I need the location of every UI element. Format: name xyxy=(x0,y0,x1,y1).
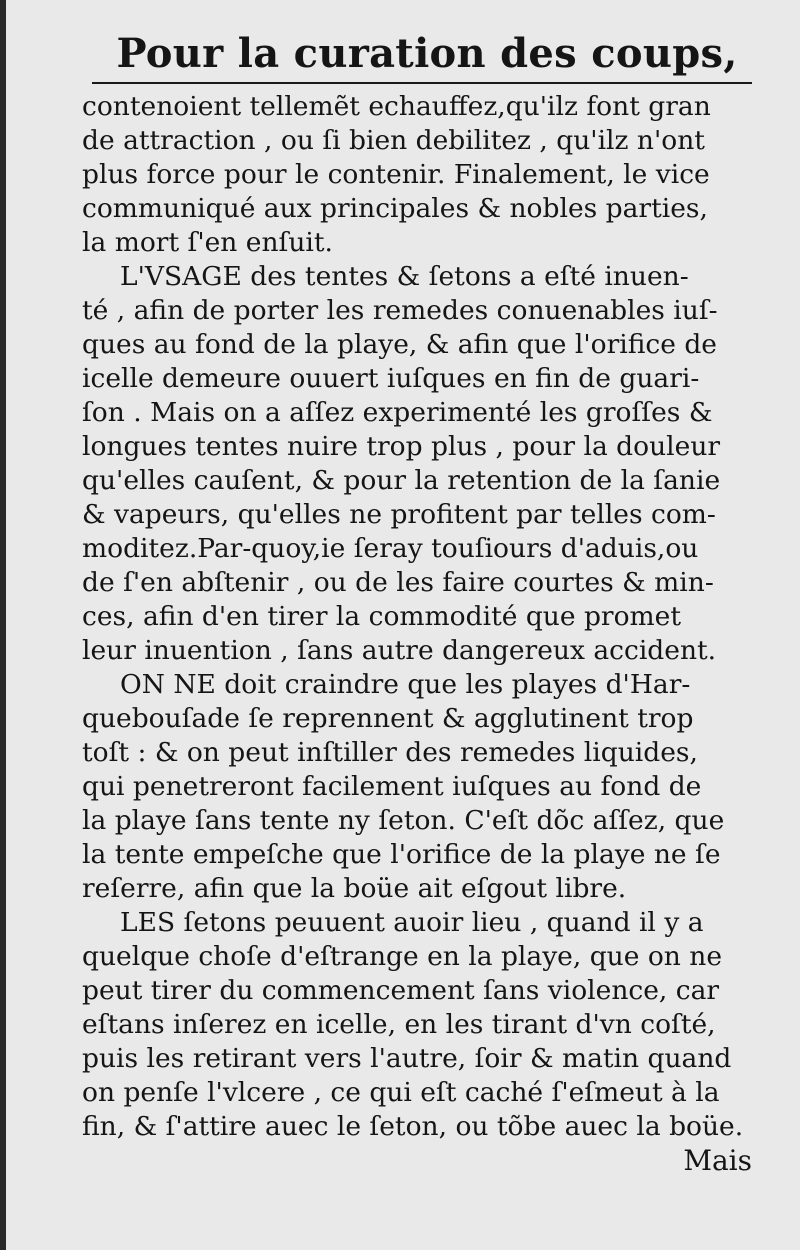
text-line: longues tentes nuire trop plus , pour la douleur xyxy=(82,431,721,462)
text-line: ſon . Mais on a aſſez experimenté les groſſes & xyxy=(82,397,713,428)
text-line: la mort ſ'en enſuit. xyxy=(82,227,333,258)
text-line: de ſ'en abſtenir , ou de les faire courtes & min- xyxy=(82,567,714,598)
text-line: fin, & ſ'attire auec le ſeton, ou tõbe auec la boüe. xyxy=(82,1111,744,1142)
text-line: on penſe l'vlcere , ce qui eſt caché ſ'eſmeut à la xyxy=(82,1077,720,1108)
text-line: plus force pour le contenir. Finalement, le vice xyxy=(82,159,710,190)
page-edge-shadow xyxy=(0,0,6,1250)
text-line: leur inuention , ſans autre dangereux accident. xyxy=(82,635,717,666)
text-line: ces, afin d'en tirer la commodité que promet xyxy=(82,601,682,632)
text-line: quebouſade ſe reprennent & agglutinent trop xyxy=(82,703,694,734)
paragraph-start-line: ON NE doit craindre que les playes d'Har- xyxy=(120,669,691,700)
text-line: de attraction , ou ſi bien debilitez , qu'ilz n'ont xyxy=(82,125,705,156)
text-line: qui penetreront facilement iuſques au fond de xyxy=(82,771,702,802)
text-line: peut tirer du commencement ſans violence, car xyxy=(82,975,720,1006)
paragraph-start-line: LES ſetons peuuent auoir lieu , quand il y a xyxy=(120,907,704,938)
text-line: & vapeurs, qu'elles ne profitent par telles com- xyxy=(82,499,716,530)
text-line: toſt : & on peut inſtiller des remedes liquides, xyxy=(82,737,698,768)
paragraph-start-line: L'VSAGE des tentes & ſetons a eſté inuen- xyxy=(120,261,689,292)
text-line: icelle demeure ouuert iuſques en fin de guari- xyxy=(82,363,700,394)
running-title: Pour la curation des coups, xyxy=(116,30,738,77)
catchword: Mais xyxy=(683,1144,752,1177)
text-line: reſerre, afin que la boüe ait eſgout libre. xyxy=(82,873,627,904)
text-line: eſtans inſerez en icelle, en les tirant d'vn coſté, xyxy=(82,1009,716,1040)
text-line: contenoient tellemẽt echauffez,qu'ilz font gran xyxy=(82,91,711,122)
text-line: quelque choſe d'eſtrange en la playe, que on ne xyxy=(82,941,723,972)
text-line: la playe ſans tente ny ſeton. C'eſt dõc aſſez, que xyxy=(82,805,725,836)
text-line: puis les retirant vers l'autre, ſoir & matin quand xyxy=(82,1043,732,1074)
text-line: qu'elles cauſent, & pour la retention de la ſanie xyxy=(82,465,721,496)
text-line: communiqué aux principales & nobles parties, xyxy=(82,193,708,224)
text-line: moditez.Par-quoy,ie ſeray touſiours d'aduis,ou xyxy=(82,533,699,564)
body-text xyxy=(82,90,752,1144)
text-line: té , afin de porter les remedes conuenables iuſ- xyxy=(82,295,718,326)
text-line: la tente empeſche que l'orifice de la playe ne ſe xyxy=(82,839,721,870)
text-line: ques au fond de la playe, & afin que l'orifice de xyxy=(82,329,717,360)
header-rule xyxy=(92,82,752,84)
